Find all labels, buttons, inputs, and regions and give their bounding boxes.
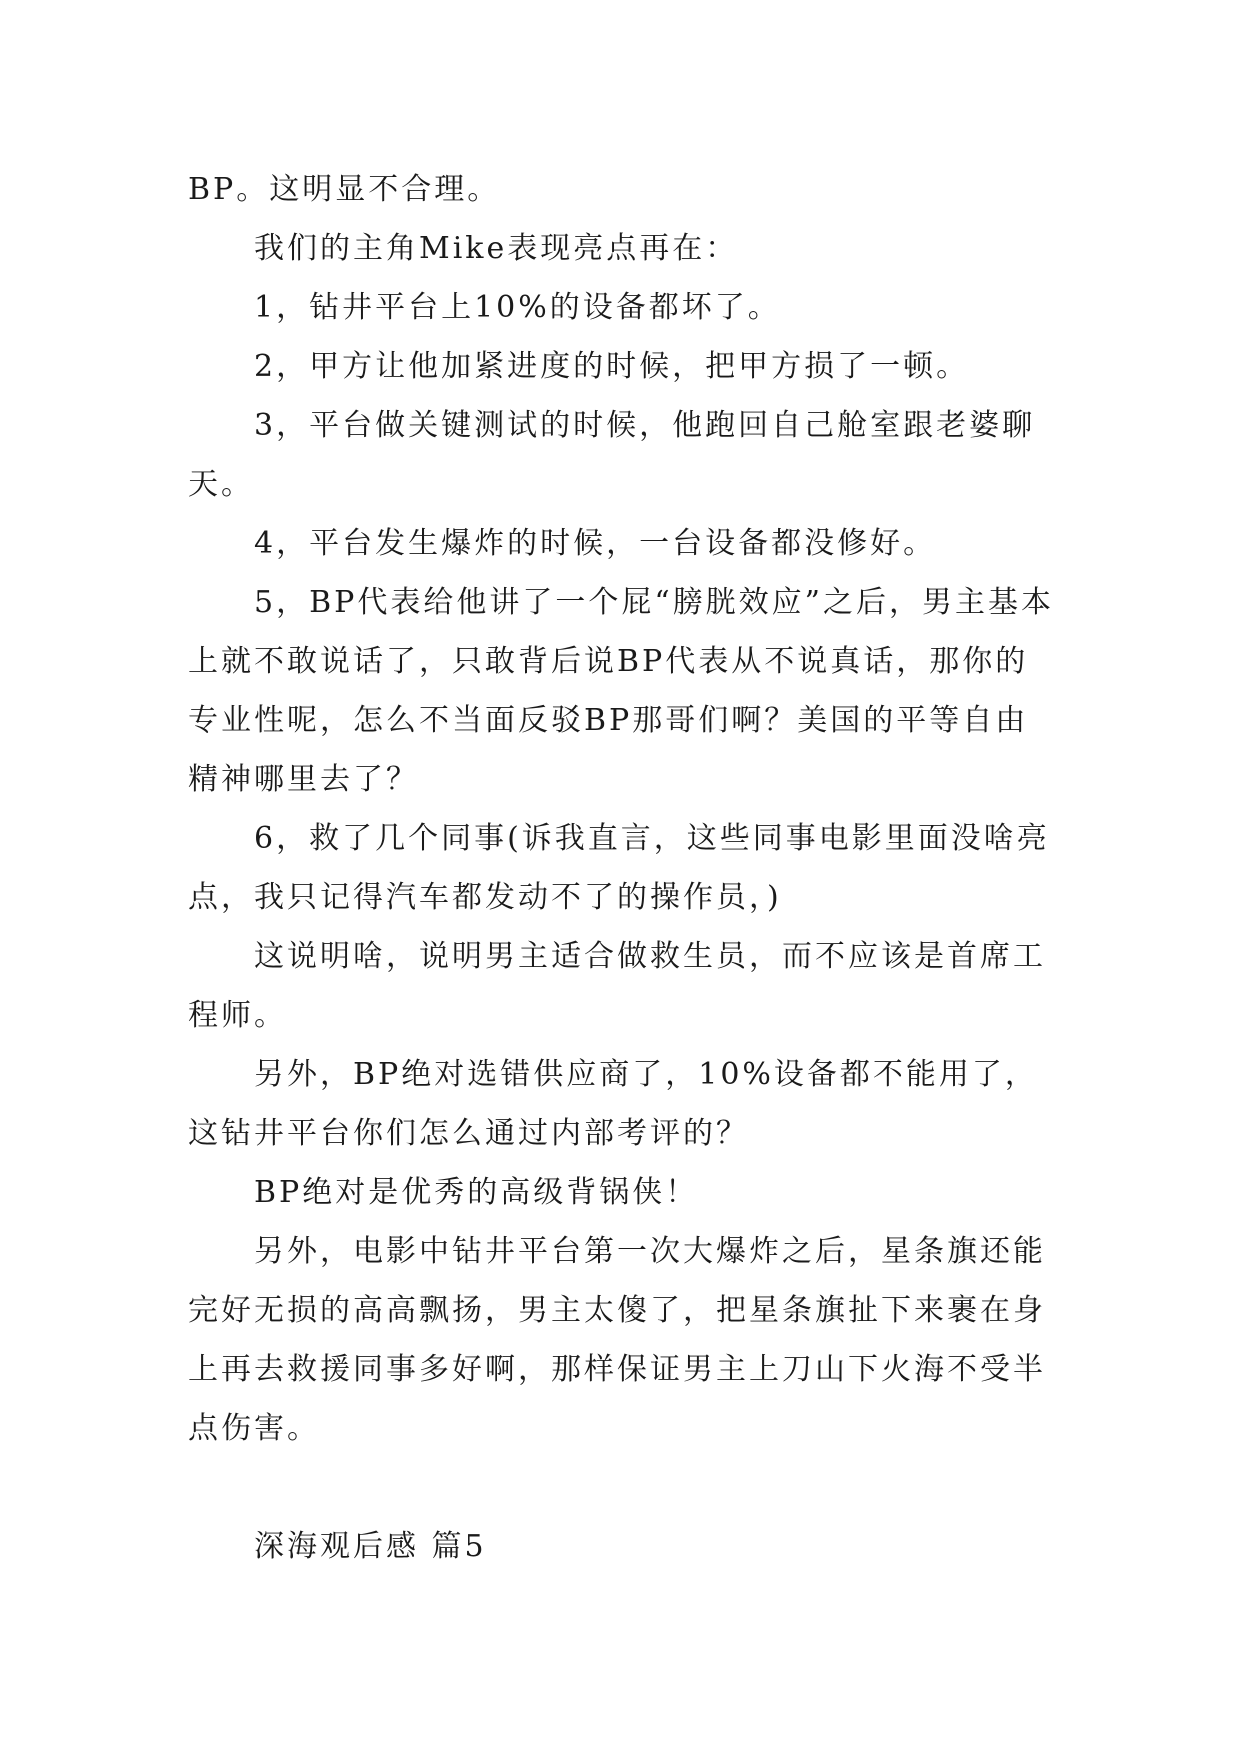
paragraph-12: 另外，电影中钻井平台第一次大爆炸之后，星条旗还能完好无损的高高飘扬，男主太傻了，把星条旗扯下来裹在身上再去救援同事多好啊，那样保证男主上刀山下火海不受半点伤害。 bbox=[188, 1234, 1046, 1446]
paragraph-5: 3，平台做关键测试的时候，他跑回自己舱室跟老婆聊天。 bbox=[188, 408, 1036, 502]
paragraph-1: BP。这明显不合理。 bbox=[188, 172, 501, 207]
document-body bbox=[188, 160, 1058, 1576]
paragraph-8: 6，救了几个同事(诉我直言，这些同事电影里面没啥亮点，我只记得汽车都发动不了的操作员，) bbox=[188, 821, 1050, 915]
paragraph-2: 我们的主角Mike表现亮点再在： bbox=[254, 231, 739, 266]
section-heading: 深海观后感 篇5 bbox=[254, 1529, 487, 1564]
paragraph-10: 另外，BP绝对选错供应商了，10%设备都不能用了，这钻井平台你们怎么通过内部考评的？ bbox=[188, 1057, 1038, 1151]
paragraph-4: 2，甲方让他加紧进度的时候，把甲方损了一顿。 bbox=[254, 349, 970, 384]
paragraph-7: 5，BP代表给他讲了一个屁“膀胱效应”之后，男主基本上就不敢说话了，只敢背后说BP代表从不说真话，那你的专业性呢，怎么不当面反驳BP那哥们啊？美国的平等自由精神哪里去了？ bbox=[188, 585, 1054, 797]
paragraph-11: BP绝对是优秀的高级背锅侠！ bbox=[254, 1175, 699, 1210]
paragraph-3: 1，钻井平台上10%的设备都坏了。 bbox=[254, 290, 781, 325]
paragraph-9: 这说明啥，说明男主适合做救生员，而不应该是首席工程师。 bbox=[188, 939, 1046, 1033]
paragraph-6: 4，平台发生爆炸的时候，一台设备都没修好。 bbox=[254, 526, 937, 561]
